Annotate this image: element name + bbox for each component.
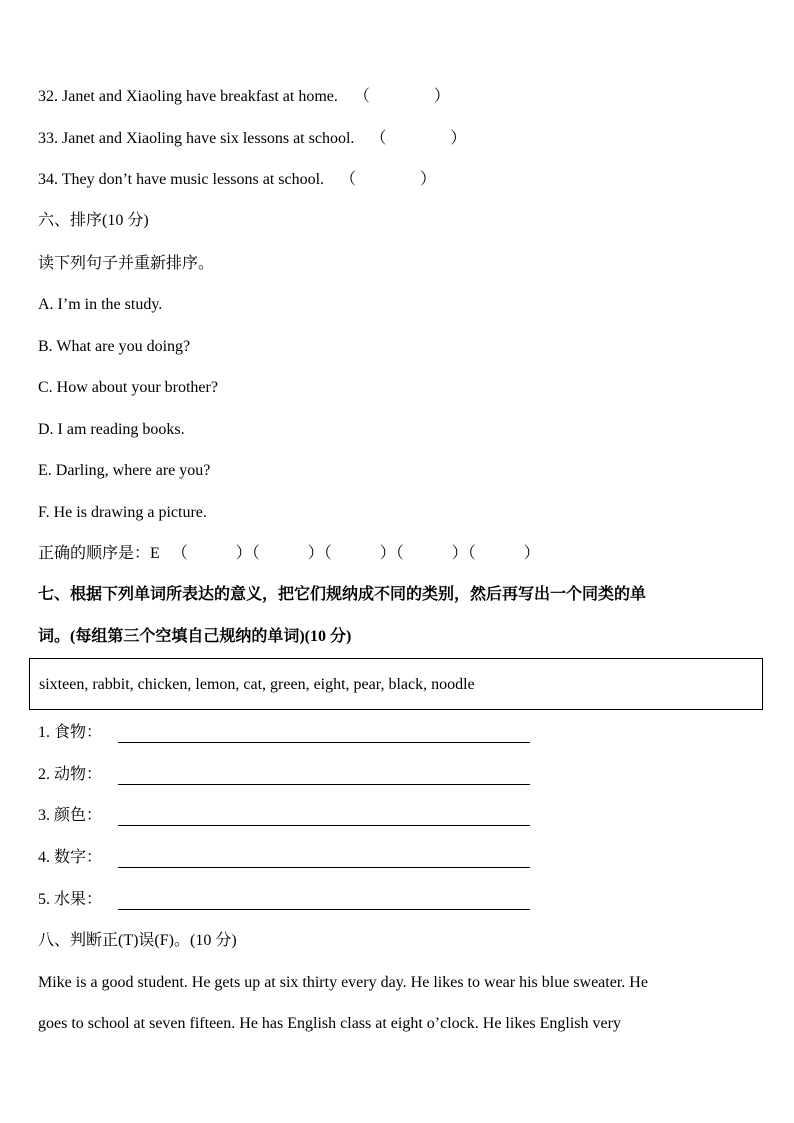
category-color-label: 3. 颜色： xyxy=(38,807,103,824)
sentence-c: C. How about your brother? xyxy=(38,379,218,396)
word-bank: sixteen, rabbit, chicken, lemon, cat, green, eight, pear, black, noodle xyxy=(39,676,475,693)
section-7-heading-line2: 词。(每组第三个空填自己规纳的单词)(10 分) xyxy=(38,628,352,645)
category-color-answer-line[interactable] xyxy=(118,825,530,826)
category-number-label: 4. 数字： xyxy=(38,849,103,866)
section-6-heading: 六、排序(10 分) xyxy=(38,212,149,229)
answer-paren: （ ） xyxy=(370,130,467,147)
sentence-e: E. Darling, where are you? xyxy=(38,462,211,479)
category-animal-answer-line[interactable] xyxy=(118,784,530,785)
sentence-a: A. I’m in the study. xyxy=(38,296,163,313)
category-food-answer-line[interactable] xyxy=(118,742,530,743)
question-33 xyxy=(38,129,466,149)
answer-paren: （ ） xyxy=(340,171,437,188)
category-fruit-answer-line[interactable] xyxy=(118,909,530,910)
section-7-heading-line1: 七、根据下列单词所表达的意义，把它们规纳成不同的类别，然后再写出一个同类的单 xyxy=(38,586,647,603)
order-label: 正确的顺序是：E xyxy=(38,545,160,562)
section-8-heading: 八、判断正(T)误(F)。(10 分) xyxy=(38,932,237,949)
question-34 xyxy=(38,170,436,190)
sentence-f: F. He is drawing a picture. xyxy=(38,504,207,521)
passage-line-2: goes to school at seven fifteen. He has English class at eight o’clock. He likes English very xyxy=(38,1015,621,1032)
passage-line-1: Mike is a good student. He gets up at six thirty every day. He likes to wear his blue sweater. He xyxy=(38,974,648,991)
sentence-d: D. I am reading books. xyxy=(38,421,185,438)
question-text: 32. Janet and Xiaoling have breakfast at home. xyxy=(38,88,338,105)
category-number-answer-line[interactable] xyxy=(118,867,530,868)
question-text: 33. Janet and Xiaoling have six lessons at school. xyxy=(38,130,355,147)
category-fruit-label: 5. 水果： xyxy=(38,891,103,908)
word-bank-box xyxy=(29,658,763,710)
question-text: 34. They don’t have music lessons at school. xyxy=(38,171,325,188)
sentence-b: B. What are you doing? xyxy=(38,338,191,355)
order-blanks: （ ）（ ）（ ）（ ）（ ） xyxy=(171,545,540,562)
order-answer-row xyxy=(38,544,540,564)
section-6-instruction: 读下列句子并重新排序。 xyxy=(38,255,215,272)
question-32 xyxy=(38,87,450,107)
category-food-label: 1. 食物： xyxy=(38,724,103,741)
answer-paren: （ ） xyxy=(353,88,450,105)
category-animal-label: 2. 动物： xyxy=(38,766,103,783)
